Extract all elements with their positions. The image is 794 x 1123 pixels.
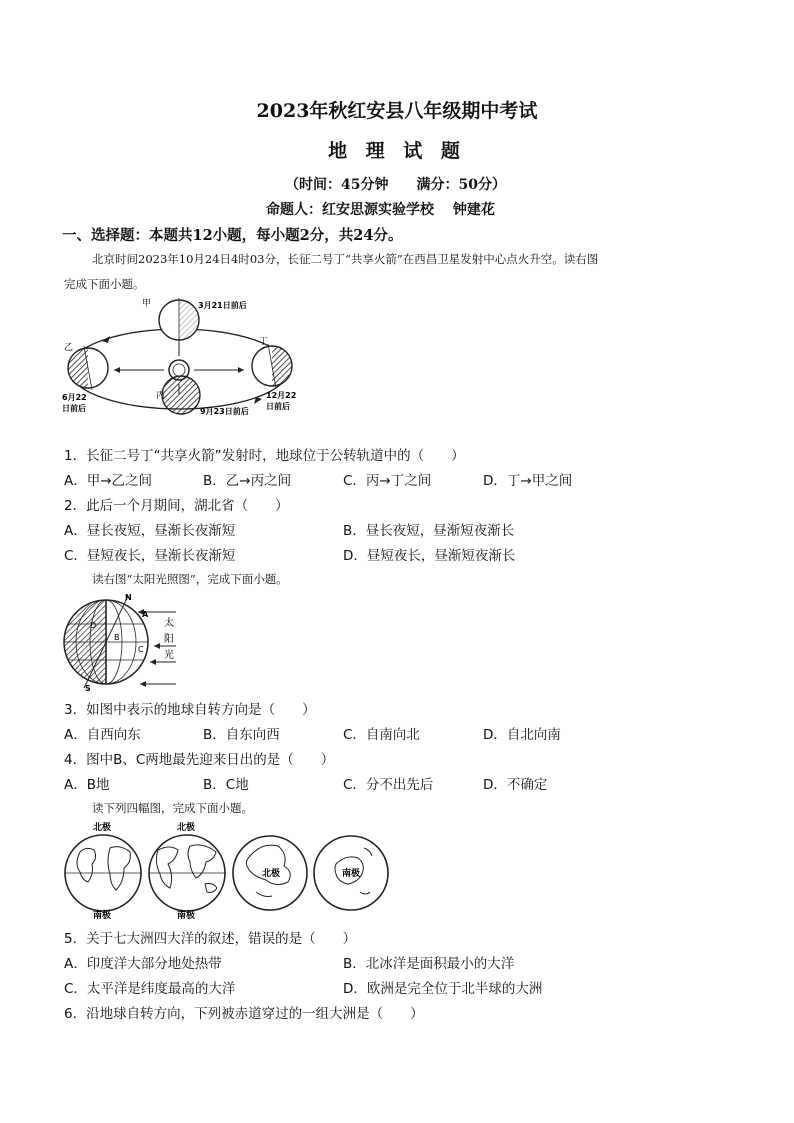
exam-title: 2023年秋红安县八年级期中考试 xyxy=(256,100,538,122)
label-n: N xyxy=(125,593,132,602)
four-globes-figure xyxy=(60,818,395,922)
time-info: （时间：45分钟 满分：50分） xyxy=(285,177,506,193)
label-jia: 甲 xyxy=(142,299,152,309)
q2-option-a: A．昼长夜短，昼渐长夜渐短 xyxy=(64,523,236,539)
author-line: 命题人：红安思源实验学校 钟建花 xyxy=(266,202,495,218)
q3-option-b: B．自东向西 xyxy=(203,727,280,743)
label-bing: 丙 xyxy=(156,391,166,401)
q1-option-c: C．丙→丁之间 xyxy=(343,473,432,489)
label-south-1: 南极 xyxy=(93,911,112,921)
label-sep23: 9月23日前后 xyxy=(200,407,249,416)
earth-ding xyxy=(252,344,292,388)
q2-option-c: C．昼短夜长，昼渐长夜渐短 xyxy=(64,548,236,564)
intro-paragraph-line1: 北京时间2023年10月24日4时03分，长征二号丁“共享火箭”在西昌卫星发射中心点火升空。读右图 xyxy=(92,252,599,266)
q4-option-d: D．不确定 xyxy=(483,777,548,793)
label-tai: 太 xyxy=(164,618,174,629)
orbit-figure xyxy=(62,296,312,418)
intro-3: 读下列四幅图，完成下面小题。 xyxy=(92,801,253,815)
label-yi: 乙 xyxy=(64,343,74,353)
q5-option-a: A．印度洋大部分地处热带 xyxy=(64,956,222,972)
label-a: A xyxy=(142,610,149,619)
q3-option-a: A．自西向东 xyxy=(64,727,141,743)
label-d: D xyxy=(90,621,97,630)
globe-2 xyxy=(149,835,225,911)
q1-option-b: B．乙→丙之间 xyxy=(203,473,292,489)
label-mar21: 3月21日前后 xyxy=(198,301,247,310)
question-2-stem: 2．此后一个月期间，湖北省（ ） xyxy=(64,498,289,514)
sunlight-figure xyxy=(58,590,188,694)
question-4-stem: 4．图中B、C两地最先迎来日出的是（ ） xyxy=(64,752,335,768)
label-dec22-line2: 日前后 xyxy=(266,402,290,411)
intro-2: 读右图“太阳光照图”，完成下面小题。 xyxy=(92,572,288,586)
question-3-stem: 3．如图中表示的地球自转方向是（ ） xyxy=(64,702,316,718)
q5-option-d: D．欧洲是完全位于北半球的大洲 xyxy=(343,981,543,997)
label-north-1: 北极 xyxy=(93,823,112,833)
label-b: B xyxy=(114,633,120,642)
q2-option-d: D．昼短夜长，昼渐短夜渐长 xyxy=(343,548,516,564)
q4-option-c: C．分不出先后 xyxy=(343,777,434,793)
label-jun22-line2: 日前后 xyxy=(62,404,86,413)
label-south-2: 南极 xyxy=(177,911,196,921)
globe-1 xyxy=(65,835,141,911)
q3-option-c: C．自南向北 xyxy=(343,727,420,743)
earth-yi xyxy=(68,346,108,390)
label-north-2: 北极 xyxy=(177,823,196,833)
earth-bing xyxy=(162,376,200,414)
q4-option-a: A．B地 xyxy=(64,777,110,793)
label-ding: 丁 xyxy=(259,337,269,347)
question-1-stem: 1．长征二号丁“共享火箭”发射时，地球位于公转轨道中的（ ） xyxy=(64,448,465,464)
label-dec22-line1: 12月22 xyxy=(266,391,297,400)
q5-option-b: B．北冰洋是面积最小的大洋 xyxy=(343,956,515,972)
label-jun22-line1: 6月22 xyxy=(62,393,87,402)
q4-option-b: B．C地 xyxy=(203,777,249,793)
label-guang: 光 xyxy=(164,650,174,661)
intro-paragraph-line2: 完成下面小题。 xyxy=(64,277,145,291)
q2-option-b: B．昼长夜短，昼渐短夜渐长 xyxy=(343,523,515,539)
label-north-3: 北极 xyxy=(262,869,281,879)
q3-option-d: D．自北向南 xyxy=(483,727,561,743)
earth-jia xyxy=(159,298,199,342)
label-south-4: 南极 xyxy=(342,869,361,879)
question-6-stem: 6．沿地球自转方向，下列被赤道穿过的一组大洲是（ ） xyxy=(64,1006,424,1022)
q1-option-d: D．丁→甲之间 xyxy=(483,473,573,489)
label-s: S xyxy=(85,684,91,693)
question-5-stem: 5．关于七大洲四大洋的叙述，错误的是（ ） xyxy=(64,931,357,947)
label-yang: 阳 xyxy=(164,634,174,645)
q5-option-c: C．太平洋是纬度最高的大洋 xyxy=(64,981,236,997)
section-heading: 一、选择题：本题共12小题，每小题2分，共24分。 xyxy=(62,227,403,244)
label-c: C xyxy=(138,645,144,654)
q1-option-a: A．甲→乙之间 xyxy=(64,473,153,489)
subject-title: 地 理 试 题 xyxy=(328,140,466,162)
